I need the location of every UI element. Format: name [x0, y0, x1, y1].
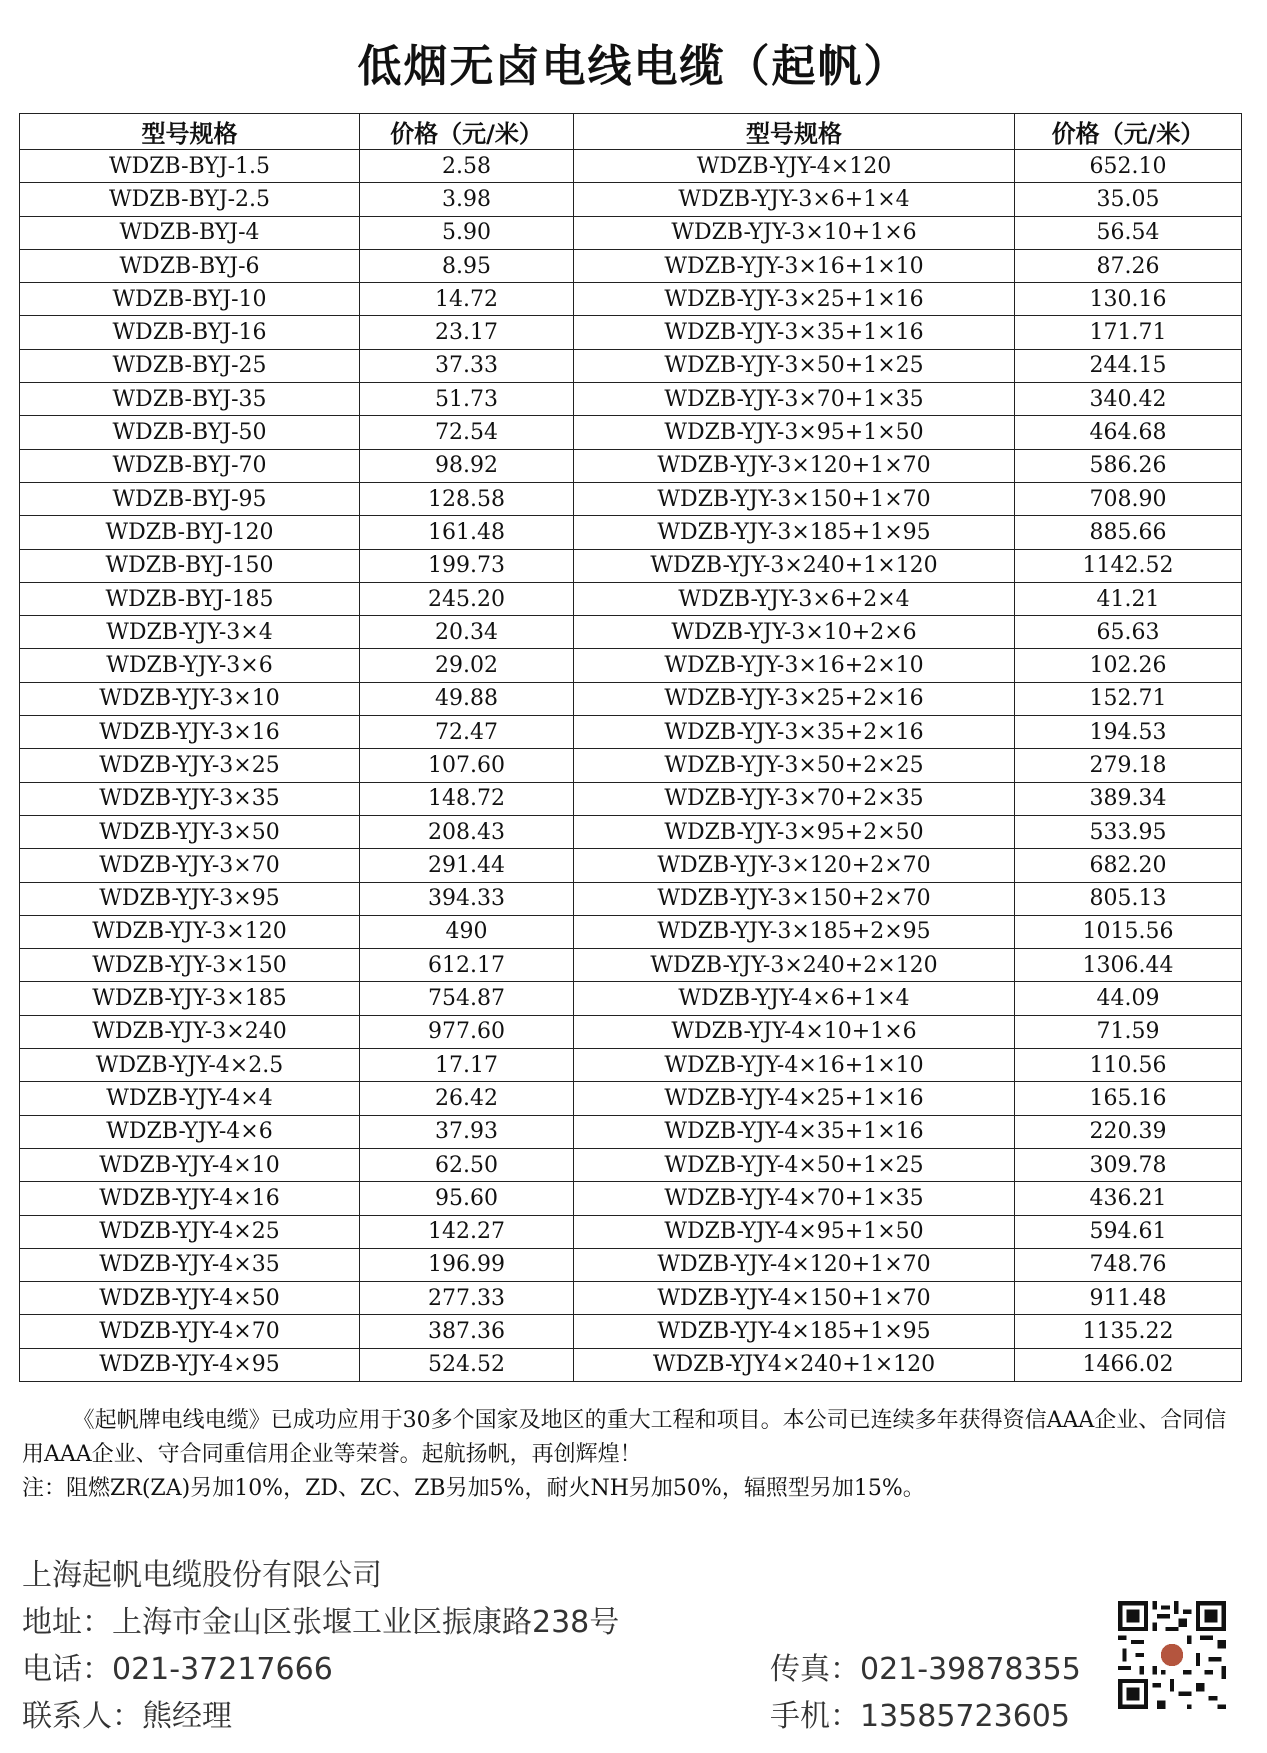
table-row	[20, 749, 1242, 782]
cell-price-right: 1142.52	[1015, 549, 1242, 582]
cell-price-left: 26.42	[360, 1082, 574, 1115]
cell-model-right: WDZB-YJY-4×120	[574, 150, 1015, 183]
table-row	[20, 1182, 1242, 1215]
cell-model-right: WDZB-YJY-3×25+2×16	[574, 682, 1015, 715]
cell-price-right: 35.05	[1015, 183, 1242, 216]
table-row	[20, 249, 1242, 282]
cell-price-left: 14.72	[360, 283, 574, 316]
table-body	[20, 150, 1242, 1382]
cell-price-right: 44.09	[1015, 982, 1242, 1015]
cell-model-left: WDZB-YJY-4×70	[20, 1315, 360, 1348]
cell-price-left: 754.87	[360, 982, 574, 1015]
cell-price-right: 152.71	[1015, 682, 1242, 715]
table-row	[20, 782, 1242, 815]
cell-model-left: WDZB-YJY-4×50	[20, 1282, 360, 1315]
header-price-right: 价格（元/米）	[1015, 114, 1242, 150]
cell-price-right: 748.76	[1015, 1248, 1242, 1281]
cell-model-right: WDZB-YJY-3×95+2×50	[574, 815, 1015, 848]
cell-model-left: WDZB-YJY-4×95	[20, 1348, 360, 1381]
cell-price-right: 911.48	[1015, 1282, 1242, 1315]
table-row	[20, 882, 1242, 915]
cell-price-left: 37.93	[360, 1115, 574, 1148]
cell-model-right: WDZB-YJY-3×185+1×95	[574, 516, 1015, 549]
cell-price-left: 29.02	[360, 649, 574, 682]
cell-price-left: 20.34	[360, 616, 574, 649]
cell-model-right: WDZB-YJY-3×6+1×4	[574, 183, 1015, 216]
table-row	[20, 649, 1242, 682]
cell-model-right: WDZB-YJY-3×10+1×6	[574, 216, 1015, 249]
cell-price-right: 220.39	[1015, 1115, 1242, 1148]
cell-price-right: 1466.02	[1015, 1348, 1242, 1381]
cell-model-left: WDZB-BYJ-1.5	[20, 150, 360, 183]
contact-person: 联系人：熊经理	[22, 1699, 232, 1734]
cell-price-right: 194.53	[1015, 716, 1242, 749]
cell-model-left: WDZB-YJY-3×95	[20, 882, 360, 915]
notes-section	[22, 1404, 1247, 1506]
cell-price-right: 1306.44	[1015, 949, 1242, 982]
cell-price-right: 56.54	[1015, 216, 1242, 249]
cell-model-right: WDZB-YJY-3×70+2×35	[574, 782, 1015, 815]
cell-price-right: 102.26	[1015, 649, 1242, 682]
cell-price-left: 148.72	[360, 782, 574, 815]
table-row	[20, 1115, 1242, 1148]
cell-model-left: WDZB-YJY-3×50	[20, 815, 360, 848]
cell-price-left: 128.58	[360, 482, 574, 515]
cell-model-right: WDZB-YJY-4×50+1×25	[574, 1148, 1015, 1181]
table-row	[20, 915, 1242, 948]
cell-price-right: 586.26	[1015, 449, 1242, 482]
table-row	[20, 449, 1242, 482]
cell-price-left: 37.33	[360, 349, 574, 382]
cell-price-left: 291.44	[360, 849, 574, 882]
cell-price-left: 196.99	[360, 1248, 574, 1281]
cell-model-left: WDZB-YJY-3×25	[20, 749, 360, 782]
cell-model-right: WDZB-YJY-4×6+1×4	[574, 982, 1015, 1015]
cell-model-left: WDZB-YJY-3×185	[20, 982, 360, 1015]
cell-model-right: WDZB-YJY-3×35+1×16	[574, 316, 1015, 349]
table-row	[20, 1248, 1242, 1281]
cell-model-right: WDZB-YJY-3×16+1×10	[574, 249, 1015, 282]
cell-model-left: WDZB-BYJ-16	[20, 316, 360, 349]
cell-model-left: WDZB-YJY-4×2.5	[20, 1049, 360, 1082]
table-row	[20, 949, 1242, 982]
cell-price-right: 340.42	[1015, 383, 1242, 416]
cell-price-right: 110.56	[1015, 1049, 1242, 1082]
cell-model-left: WDZB-YJY-3×35	[20, 782, 360, 815]
company-name: 上海起帆电缆股份有限公司	[22, 1558, 382, 1593]
table-row	[20, 150, 1242, 183]
table-row	[20, 682, 1242, 715]
header-price-left: 价格（元/米）	[360, 114, 574, 150]
cell-model-right: WDZB-YJY-3×70+1×35	[574, 383, 1015, 416]
cell-price-left: 245.20	[360, 582, 574, 615]
table-row	[20, 616, 1242, 649]
cell-model-right: WDZB-YJY-3×10+2×6	[574, 616, 1015, 649]
cell-price-right: 71.59	[1015, 1015, 1242, 1048]
cell-model-right: WDZB-YJY-3×95+1×50	[574, 416, 1015, 449]
cell-price-right: 389.34	[1015, 782, 1242, 815]
table-row	[20, 183, 1242, 216]
table-row	[20, 1015, 1242, 1048]
cell-model-right: WDZB-YJY-4×120+1×70	[574, 1248, 1015, 1281]
cell-model-left: WDZB-BYJ-35	[20, 383, 360, 416]
cell-price-right: 708.90	[1015, 482, 1242, 515]
table-row	[20, 582, 1242, 615]
cell-price-left: 612.17	[360, 949, 574, 982]
table-row	[20, 1315, 1242, 1348]
cell-price-left: 394.33	[360, 882, 574, 915]
cell-price-right: 87.26	[1015, 249, 1242, 282]
header-model-right: 型号规格	[574, 114, 1015, 150]
cell-price-right: 65.63	[1015, 616, 1242, 649]
cell-price-left: 2.58	[360, 150, 574, 183]
cell-model-left: WDZB-YJY-3×16	[20, 716, 360, 749]
qr-code-icon	[1118, 1601, 1226, 1709]
cell-model-left: WDZB-BYJ-25	[20, 349, 360, 382]
cell-model-right: WDZB-YJY-3×6+2×4	[574, 582, 1015, 615]
cell-price-right: 165.16	[1015, 1082, 1242, 1115]
table-row	[20, 283, 1242, 316]
cell-model-left: WDZB-BYJ-120	[20, 516, 360, 549]
cell-price-left: 490	[360, 915, 574, 948]
surcharge-note: 注：阻燃ZR(ZA)另加10%，ZD、ZC、ZB另加5%，耐火NH另加50%，辐照型另加15%。	[22, 1476, 925, 1501]
cell-price-right: 279.18	[1015, 749, 1242, 782]
cell-model-left: WDZB-BYJ-150	[20, 549, 360, 582]
cell-price-right: 130.16	[1015, 283, 1242, 316]
table-header-row	[20, 114, 1242, 150]
cell-price-left: 72.47	[360, 716, 574, 749]
intro-paragraph: 《起帆牌电线电缆》已成功应用于30多个国家及地区的重大工程和项目。本公司已连续多年获得资信AAA企业、合同信用AAA企业、守合同重信用企业等荣誉。起航扬帆，再创辉煌！	[22, 1408, 1227, 1467]
table-row	[20, 516, 1242, 549]
cell-price-right: 309.78	[1015, 1148, 1242, 1181]
cell-price-left: 161.48	[360, 516, 574, 549]
cell-model-right: WDZB-YJY-3×25+1×16	[574, 283, 1015, 316]
header-model-left: 型号规格	[20, 114, 360, 150]
cell-model-left: WDZB-BYJ-50	[20, 416, 360, 449]
cell-price-left: 62.50	[360, 1148, 574, 1181]
cell-price-left: 977.60	[360, 1015, 574, 1048]
cell-price-left: 72.54	[360, 416, 574, 449]
table-row	[20, 716, 1242, 749]
cell-price-left: 49.88	[360, 682, 574, 715]
page-title: 低烟无卤电线电缆（起帆）	[357, 41, 910, 92]
cell-price-right: 436.21	[1015, 1182, 1242, 1215]
table-row	[20, 849, 1242, 882]
cell-model-left: WDZB-YJY-3×150	[20, 949, 360, 982]
cell-model-right: WDZB-YJY-3×150+1×70	[574, 482, 1015, 515]
cell-price-right: 533.95	[1015, 815, 1242, 848]
cell-price-right: 805.13	[1015, 882, 1242, 915]
table-row	[20, 1082, 1242, 1115]
cell-price-left: 95.60	[360, 1182, 574, 1215]
cell-price-right: 885.66	[1015, 516, 1242, 549]
cell-price-right: 682.20	[1015, 849, 1242, 882]
company-fax: 传真：021-39878355	[770, 1652, 1081, 1687]
cell-model-left: WDZB-YJY-3×4	[20, 616, 360, 649]
cell-model-left: WDZB-BYJ-70	[20, 449, 360, 482]
cell-price-left: 3.98	[360, 183, 574, 216]
company-mobile: 手机：13585723605	[770, 1699, 1070, 1734]
cell-model-left: WDZB-BYJ-10	[20, 283, 360, 316]
cell-model-right: WDZB-YJY-3×120+2×70	[574, 849, 1015, 882]
table-row	[20, 549, 1242, 582]
table-row	[20, 982, 1242, 1015]
cell-model-right: WDZB-YJY-3×50+2×25	[574, 749, 1015, 782]
cell-model-left: WDZB-YJY-3×240	[20, 1015, 360, 1048]
cell-model-right: WDZB-YJY-3×240+2×120	[574, 949, 1015, 982]
cell-price-right: 594.61	[1015, 1215, 1242, 1248]
table-row	[20, 1348, 1242, 1381]
cell-model-right: WDZB-YJY-3×16+2×10	[574, 649, 1015, 682]
cell-model-right: WDZB-YJY-4×10+1×6	[574, 1015, 1015, 1048]
cell-price-left: 98.92	[360, 449, 574, 482]
cell-price-right: 171.71	[1015, 316, 1242, 349]
cell-model-left: WDZB-BYJ-6	[20, 249, 360, 282]
cell-model-right: WDZB-YJY-4×150+1×70	[574, 1282, 1015, 1315]
cell-model-right: WDZB-YJY-3×50+1×25	[574, 349, 1015, 382]
cell-price-left: 387.36	[360, 1315, 574, 1348]
cell-model-left: WDZB-YJY-4×6	[20, 1115, 360, 1148]
table-row	[20, 1282, 1242, 1315]
cell-model-left: WDZB-YJY-3×10	[20, 682, 360, 715]
company-address: 地址：上海市金山区张堰工业区振康路238号	[22, 1605, 620, 1640]
cell-model-right: WDZB-YJY-3×120+1×70	[574, 449, 1015, 482]
cell-price-left: 17.17	[360, 1049, 574, 1082]
cell-model-left: WDZB-YJY-3×6	[20, 649, 360, 682]
table-row	[20, 1049, 1242, 1082]
cell-price-left: 277.33	[360, 1282, 574, 1315]
cell-model-right: WDZB-YJY-3×185+2×95	[574, 915, 1015, 948]
cell-price-right: 41.21	[1015, 582, 1242, 615]
cell-model-left: WDZB-BYJ-2.5	[20, 183, 360, 216]
table-row	[20, 482, 1242, 515]
price-table	[19, 113, 1242, 1382]
table-row	[20, 316, 1242, 349]
cell-model-right: WDZB-YJY-3×150+2×70	[574, 882, 1015, 915]
cell-model-right: WDZB-YJY-4×70+1×35	[574, 1182, 1015, 1215]
table-row	[20, 1148, 1242, 1181]
cell-model-left: WDZB-YJY-4×4	[20, 1082, 360, 1115]
cell-model-right: WDZB-YJY-4×25+1×16	[574, 1082, 1015, 1115]
cell-price-left: 8.95	[360, 249, 574, 282]
cell-price-left: 107.60	[360, 749, 574, 782]
cell-price-left: 23.17	[360, 316, 574, 349]
table-row	[20, 815, 1242, 848]
cell-price-left: 51.73	[360, 383, 574, 416]
company-phone: 电话：021-37217666	[22, 1652, 333, 1687]
cell-model-left: WDZB-YJY-4×25	[20, 1215, 360, 1248]
cell-model-left: WDZB-BYJ-95	[20, 482, 360, 515]
cell-price-left: 208.43	[360, 815, 574, 848]
cell-price-right: 464.68	[1015, 416, 1242, 449]
table-row	[20, 383, 1242, 416]
cell-price-right: 1015.56	[1015, 915, 1242, 948]
cell-model-left: WDZB-BYJ-185	[20, 582, 360, 615]
cell-model-right: WDZB-YJY-3×240+1×120	[574, 549, 1015, 582]
cell-price-right: 652.10	[1015, 150, 1242, 183]
cell-model-left: WDZB-YJY-4×10	[20, 1148, 360, 1181]
cell-model-left: WDZB-BYJ-4	[20, 216, 360, 249]
table-row	[20, 216, 1242, 249]
table-row	[20, 416, 1242, 449]
cell-model-left: WDZB-YJY-3×70	[20, 849, 360, 882]
cell-price-left: 524.52	[360, 1348, 574, 1381]
cell-price-right: 1135.22	[1015, 1315, 1242, 1348]
cell-model-right: WDZB-YJY4×240+1×120	[574, 1348, 1015, 1381]
cell-price-left: 142.27	[360, 1215, 574, 1248]
cell-model-right: WDZB-YJY-4×16+1×10	[574, 1049, 1015, 1082]
table-row	[20, 349, 1242, 382]
cell-model-left: WDZB-YJY-3×120	[20, 915, 360, 948]
table-row	[20, 1215, 1242, 1248]
cell-model-right: WDZB-YJY-4×185+1×95	[574, 1315, 1015, 1348]
cell-model-right: WDZB-YJY-3×35+2×16	[574, 716, 1015, 749]
cell-price-left: 199.73	[360, 549, 574, 582]
cell-model-left: WDZB-YJY-4×35	[20, 1248, 360, 1281]
cell-price-left: 5.90	[360, 216, 574, 249]
cell-model-right: WDZB-YJY-4×35+1×16	[574, 1115, 1015, 1148]
cell-model-left: WDZB-YJY-4×16	[20, 1182, 360, 1215]
cell-model-right: WDZB-YJY-4×95+1×50	[574, 1215, 1015, 1248]
cell-price-right: 244.15	[1015, 349, 1242, 382]
